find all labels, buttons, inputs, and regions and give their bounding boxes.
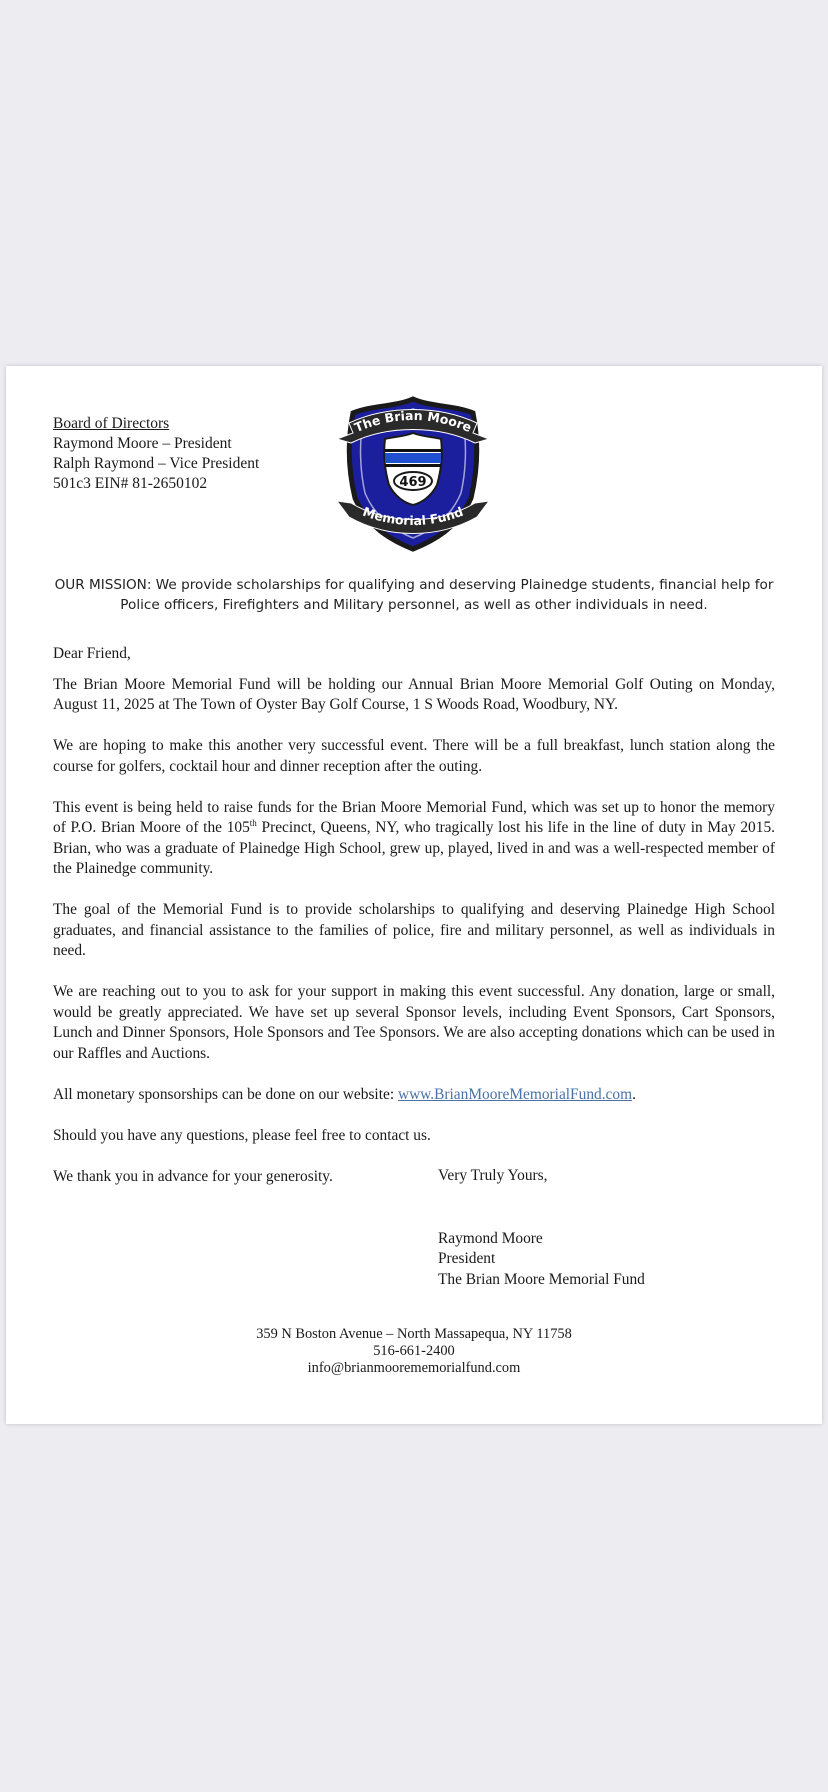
paragraph-thanks: We thank you in advance for your generosity. xyxy=(53,1167,333,1185)
board-president: Raymond Moore – President xyxy=(53,435,232,452)
paragraph-purpose: This event is being held to raise funds for the Brian Moore Memorial Fund, which was set up to honor the memory of P.O. Brian Moore of the 105th Precinct, Queens, NY, who tragically lost his life in the line of duty in May 2015. Brian, who was a graduate of Plainedge High School, grew up, played, lived in and was a well-respected member of the Plainedge community. xyxy=(53,798,775,877)
closing: Very Truly Yours, xyxy=(438,1167,548,1184)
signature-block xyxy=(438,1166,645,1290)
greeting: Dear Friend, xyxy=(53,645,131,662)
footer-contact xyxy=(6,1326,822,1377)
paragraph-questions: Should you have any questions, please feel free to contact us. xyxy=(53,1126,431,1144)
signer-role: President xyxy=(438,1250,496,1267)
paragraph-plans: We are hoping to make this another very successful event. There will be a full breakfast, lunch station along the course for golfers, cocktail hour and dinner reception after the outing. xyxy=(53,737,775,775)
paragraph-goal: The goal of the Memorial Fund is to provide scholarships to qualifying and deserving Plainedge High School graduates, and financial assistance to the families of police, fire and military personnel, as well as individuals in need. xyxy=(53,901,775,959)
badge-number: 469 xyxy=(399,475,427,490)
paragraph-support: We are reaching out to you to ask for your support in making this event successful. Any donation, large or small, would be greatly appreciated. We have set up several Sponsor levels, including Event Sponsors, Cart Sponsors, Lunch and Dinner Sponsors, Hole Sponsors and Tee Sponsors. We are also accepting donations which can be used in our Raffles and Auctions. xyxy=(53,983,775,1062)
letter-page xyxy=(6,366,822,1424)
paragraph-event: The Brian Moore Memorial Fund will be holding our Annual Brian Moore Memorial Golf Outing on Monday, August 11, 2025 at The Town of Oyster Bay Golf Course, 1 S Woods Road, Woodbury, NY. xyxy=(53,675,775,713)
logo-bottom-text: Memorial Fund xyxy=(360,503,466,529)
board-vice-president: Ralph Raymond – Vice President xyxy=(53,455,260,472)
footer-phone: 516-661-2400 xyxy=(373,1343,455,1359)
paragraph-website: All monetary sponsorships can be done on our website: www.BrianMooreMemorialFund.com. xyxy=(53,1085,636,1103)
signer-org: The Brian Moore Memorial Fund xyxy=(438,1270,645,1288)
board-title: Board of Directors xyxy=(53,415,170,432)
mission-statement: OUR MISSION: We provide scholarships for qualifying and deserving Plainedge students, financial help for Police officers, Firefighters and Military personnel, as well as other individuals in need. xyxy=(54,577,774,613)
memorial-fund-logo xyxy=(333,393,493,553)
board-ein: 501c3 EIN# 81-2650102 xyxy=(53,475,208,492)
footer-address: 359 N Boston Avenue – North Massapequa, NY 11758 xyxy=(256,1326,572,1342)
website-link[interactable]: www.BrianMooreMemorialFund.com xyxy=(397,1085,633,1103)
logo-top-text: The Brian Moore xyxy=(352,407,474,436)
letter-body xyxy=(53,644,775,1208)
footer-email: info@brianmoorememorialfund.com xyxy=(307,1360,521,1376)
board-of-directors xyxy=(53,414,259,494)
signer-name: Raymond Moore xyxy=(438,1229,543,1247)
